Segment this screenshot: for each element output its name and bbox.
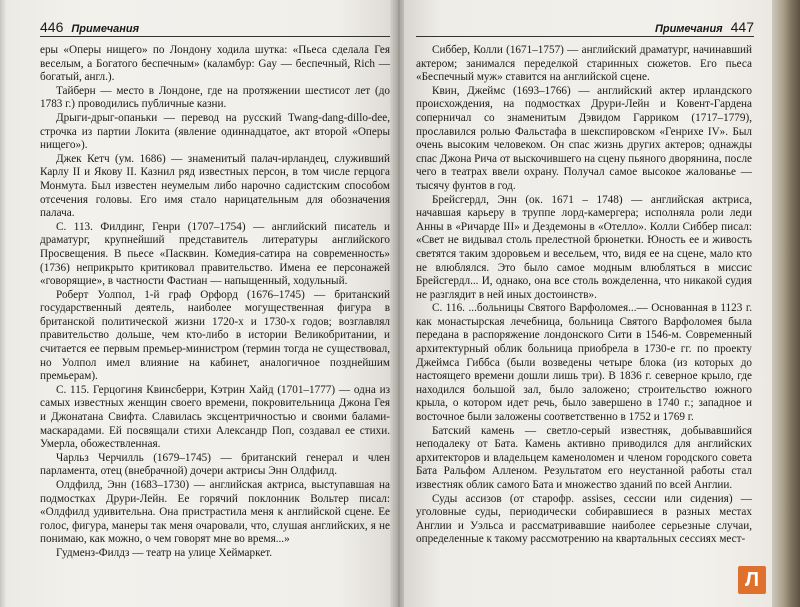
note-paragraph: Суды ассизов (от старофр. assises, сессии или сидения) — уголовные суды, периодически собиравшиеся в разных местах Англии и Уэльса и рассматривавшие наиболее серьезные случаи, определенные к такому рассмотрению на квартальных сессиях мест-: [416, 492, 752, 546]
right-running-title: Примечания: [654, 23, 723, 35]
note-paragraph: С. 115. Герцогиня Квинсберри, Кэтрин Хайд (1701–1777) — одна из самых известных женщин своего времени, покровительница Джона Гея и Джонатана Свифта. Славилась эксцентричностью и своими балами-маскарадами. Ей посвящали стихи Александр Поп, создавал ее стихи. Умерла, обожествленная.: [40, 383, 390, 451]
right-page: [404, 0, 774, 607]
right-page-header: [416, 18, 754, 37]
note-paragraph: Дрыги-дрыг-опаньки — перевод на русский Twang-dang-dillo-dee, строчка из партии Локита (явление одиннадцатое, акт второй «Оперы нищего»).: [40, 111, 390, 152]
note-paragraph: Олдфилд, Энн (1683–1730) — английская актриса, выступавшая на подмостках Друри-Лейн. Ее горячий поклонник Вольтер писал: «Олдфилд удивительна. Она пристрастила меня к английской сцене. Ее голос, фигура, манеры так меня очаровали, что, слушая английских, я не понимаю, как можно, о чем говорят мне во время...»: [40, 479, 390, 546]
note-paragraph: еры «Оперы нищего» по Лондону ходила шутка: «Пьеса сделала Гея веселым, а Богатого беспечным» (каламбур: Gay — беспечный, Rich — богатый, англ.).: [40, 44, 390, 84]
background-surface: [772, 0, 800, 607]
note-paragraph: Роберт Уолпол, 1-й граф Орфорд (1676–1745) — британский государственный деятель, наиболее могущественная фигура в британской политической жизни 1720-х и 1730-х годов; возглавлял правительство дольше, чем кто-либо в истории Великобритании, и считается ее первым премьер-министром (термин тогда не существовал, но Уолпол имел влияние на кабинет, аналогичное позднейшим премьерам).: [40, 288, 390, 383]
note-paragraph: Тайберн — место в Лондоне, где на протяжении шестисот лет (до 1783 г.) проводились публичные казни.: [40, 84, 390, 111]
note-paragraph: Сиббер, Колли (1671–1757) — английский драматург, начинавший актером; занимался переделкой старинных сюжетов. Его пьеса «Беспечный муж» ставится на английской сцене.: [416, 44, 752, 84]
note-paragraph: Гудменз-Филдз — театр на улице Хеймаркет.: [56, 546, 273, 559]
note-paragraph: Чарльз Черчилль (1679–1745) — британский генерал и член парламента, отец (внебрачной) дочери актрисы Энн Олдфилд.: [40, 451, 390, 478]
note-paragraph: С. 116. ...больницы Святого Варфоломея...— Основанная в 1123 г. как монастырская лечебница, больница Святого Варфоломея была передана в распоряжение лондонского Сити в 1546-м. Современный архитектурный облик больница приобрела в 1730-е гг. по проекту Джеймса Гиббса (были возведены четыре блока (из которых до настоящего времени дошли лишь три). В 1836 г. северное крыло, где находился большой зал, было заложено; строительство южного крыла, о котором идет речь, было завершено в 1740 г.; западное и восточное были заложены соответственно в 1752 и 1769 г.: [416, 302, 752, 424]
note-paragraph: Джек Кетч (ум. 1686) — знаменитый палач-ирландец, служивший Карлу II и Якову II. Казнил ряд известных персон, в том числе герцога Монмута. Был известен неумелым либо нарочно садистским способом отсечения головы. Его имя стало нарицательным для обозначения палача.: [40, 152, 390, 220]
left-page-header: [40, 18, 392, 37]
left-page-text: [40, 44, 390, 561]
note-paragraph: Брейсгердл, Энн (ок. 1671 – 1748) — английская актриса, начавшая карьеру в труппе лорд-камергера; исполняла роли леди Анны в «Ричарде III» и Дездемоны в «Отелло». Колли Сиббер писал: «Свет не видывал столь прелестной брюнетки. Юность ее и живость светятся таким здоровьем и весельем, что, видя ее на сцене, мало кто не влюблялся. Это было самое модным влюбляться в миссис Брейсгердл... И, однако, она все столь вожделенна, что никакой судия не разглядит в ней иных достоинств».: [416, 193, 752, 301]
note-paragraph: Квин, Джеймс (1693–1766) — английский актер ирландского происхождения, на подмостках Друри-Лейн и Ковент-Гардена соперничал со знаменитым Дэвидом Гарриком (1717–1779), прославился ролью Фальстафа в шекспировском «Генрихе IV». Был очень высоким человеком. Он спас жизнь других актеров; однажды спас Джона Рича от выскочившего на сцену пьяного дворянина, после чего в театрах ввели охрану. Получал самое высокое жалованье — тысячу фунтов в год.: [416, 84, 752, 192]
right-page-number: 447: [730, 19, 754, 35]
right-page-text: [416, 44, 752, 547]
note-paragraph: С. 113. Филдинг, Генри (1707–1754) — английский писатель и драматург, крупнейший представитель литературы английского Просвещения. В пьесе «Пасквин. Комедия-сатира на современность» (1736) неприкрыто критиковал правительство. Имена ее персонажей «говорящие», в частности Фастиан — напыщенный, ходульный.: [40, 220, 390, 288]
left-running-title: Примечания: [71, 23, 140, 35]
left-page: [6, 0, 396, 607]
publisher-logo-icon: Л: [738, 566, 766, 594]
note-paragraph: Батский камень — светло-серый известняк, добывавшийся неподалеку от Бата. Камень активно приводился для английских архитекторов и владельцем каменоломен и членом городского совета Бата Ральфом Алленом. Результатом его неустанной работы стал известняк облик самого Бата и множество зданий по всей Англии.: [416, 424, 752, 491]
left-page-number: 446: [40, 19, 64, 35]
